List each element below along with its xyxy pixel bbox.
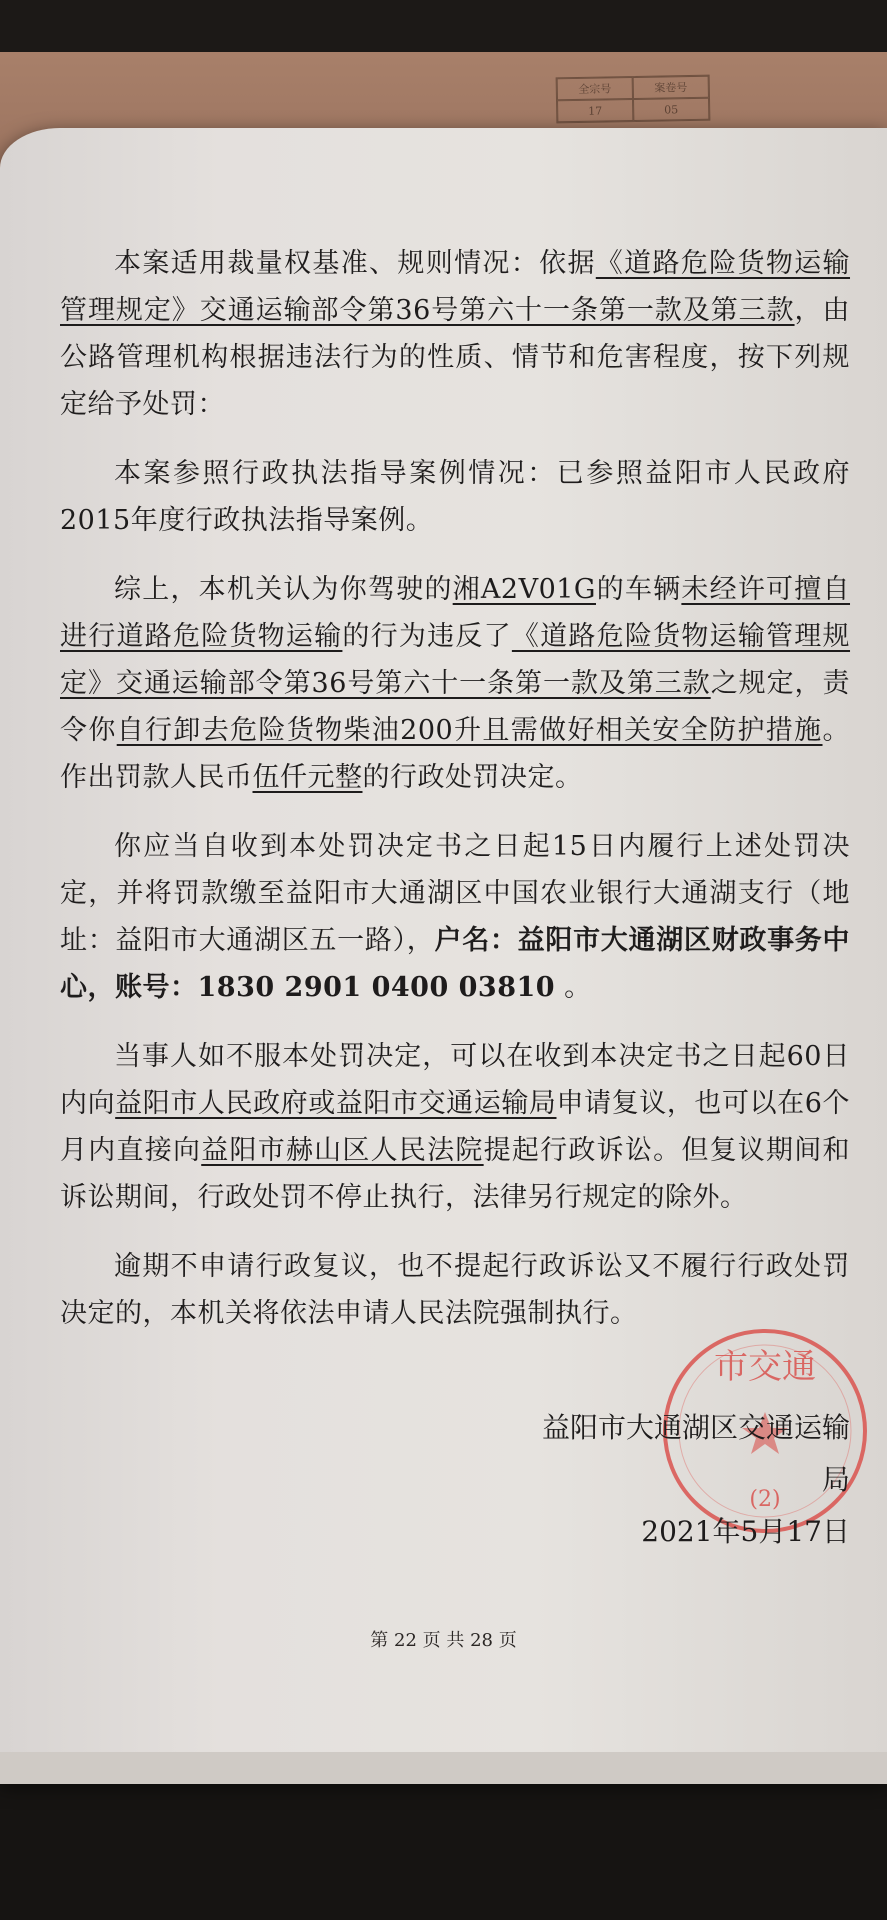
underlined-text: 湘A2V01G (452, 574, 596, 605)
text-segment: 申请复议，也可以在6个月内直接向 (60, 1088, 851, 1166)
archive-label-right: 案卷号 (633, 76, 709, 99)
issue-date: 2021年5月17日 (641, 1515, 850, 1548)
text-segment: 的车辆 (596, 574, 682, 605)
bold-text: 户名：益阳市大通湖区财政事务中心，账号：1830 2901 0400 03810 (60, 925, 850, 1003)
paragraph (60, 566, 850, 801)
underlined-text: 《道路危险货物运输管理规定》交通运输部令第36号第六十一条第一款及第三款 (60, 621, 851, 699)
text-segment: 逾期不申请行政复议，也不提起行政诉讼又不履行行政处罚决定的，本机关将依法申请人民法院强制执行。 (60, 1251, 850, 1329)
seal-number: (2) (749, 1487, 781, 1512)
page-number: 第 22 页 共 28 页 (370, 1630, 517, 1651)
text-segment: 本案适用裁量权基准、规则情况：依据 (114, 248, 596, 279)
text-segment: 当事人如不服本处罚决定，可以在收到本决定书之日起60日内向 (60, 1041, 850, 1119)
archive-label-left: 全宗号 (557, 77, 633, 100)
document-body (60, 240, 850, 1359)
signature-block (520, 1402, 850, 1558)
paragraph (60, 240, 850, 428)
paragraph (60, 1033, 850, 1221)
background-dark (0, 0, 887, 52)
underlined-text: 《道路危险货物运输管理规定》交通运输部令第36号第六十一条第一款及第三款 (60, 248, 851, 326)
text-segment: 。作出罚款人民币 (60, 715, 851, 793)
underlined-text: 益阳市人民政府或益阳市交通运输局 (115, 1088, 557, 1119)
text-segment: 提起行政诉讼。但复议期间和诉讼期间，行政处罚不停止执行，法律另行规定的除外。 (60, 1135, 851, 1213)
text-segment: 的行政处罚决定。 (362, 762, 583, 793)
issuing-authority: 益阳市大通湖区交通运输局 (541, 1411, 850, 1496)
text-segment: 的行为违反了 (342, 621, 512, 652)
underlined-text: 伍仟元整 (252, 762, 363, 793)
archive-value-left: 17 (557, 99, 633, 122)
text-segment: ，由公路管理机构根据违法行为的性质、情节和危害程度，按下列规定给予处罚： (60, 295, 850, 420)
seal-text: 市交通 (714, 1347, 816, 1387)
underlined-text: 益阳市赫山区人民法院 (201, 1135, 484, 1166)
text-segment: 。 (555, 972, 592, 1003)
text-segment: 你应当自收到本处罚决定书之日起15日内履行上述处罚决定，并将罚款缴至益阳市大通湖区中国农业银行大通湖支行（地址：益阳市大通湖区五一路）， (60, 831, 850, 956)
text-segment: 综上，本机关认为你驾驶的 (114, 574, 453, 605)
text-segment: 本案参照行政执法指导案例情况：已参照益阳市人民政府2015年度行政执法指导案例。 (60, 458, 850, 536)
text-segment: 之规定，责令你 (60, 668, 851, 746)
paragraph (60, 450, 850, 544)
underlined-text: 未经许可擅自进行道路危险货物运输 (60, 574, 851, 652)
archive-value-right: 05 (633, 98, 709, 121)
archive-stamp (556, 75, 711, 124)
paper-edge (0, 1752, 887, 1784)
paragraph (60, 823, 850, 1011)
underlined-text: 自行卸去危险货物柴油200升且需做好相关安全防护措施 (116, 715, 823, 746)
